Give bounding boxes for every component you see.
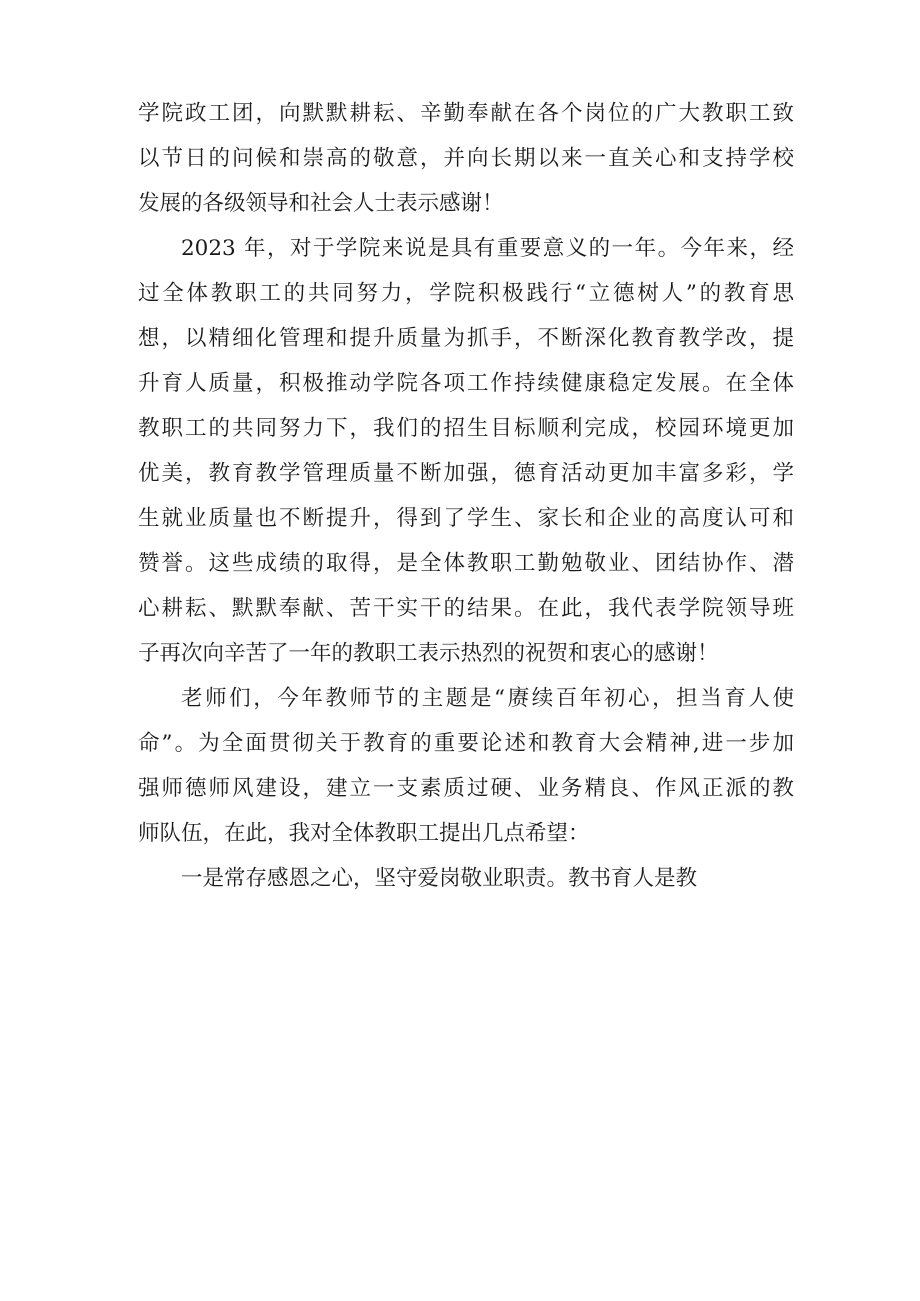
- text-line: 老师们，今年教师节的主题是“赓续百年初心，担当育人使: [181, 686, 794, 711]
- text-line: 发展的各级领导和社会人士表示感谢！: [138, 191, 504, 216]
- text-line: 生就业质量也不断提升，得到了学生、家长和企业的高度认可和: [138, 506, 794, 531]
- paragraph-first-hope: [138, 856, 794, 901]
- document-body: [138, 91, 794, 901]
- text-line: 教职工的共同努力下，我们的招生目标顺利完成，校园环境更加: [138, 416, 794, 441]
- text-line: 想，以精细化管理和提升质量为抓手，不断深化教育教学改，提: [138, 326, 794, 351]
- text-line: 赞誉。这些成绩的取得，是全体教职工勤勉敬业、团结协作、潜: [138, 551, 794, 576]
- text-line: 升育人质量，积极推动学院各项工作持续健康稳定发展。在全体: [138, 371, 794, 396]
- text-line: 学院政工团，向默默耕耘、辛勤奉献在各个岗位的广大教职工致: [138, 101, 794, 126]
- text-line: 以节日的问候和崇高的敬意，并向长期以来一直关心和支持学校: [138, 146, 794, 171]
- text-line: 师队伍，在此，我对全体教职工提出几点希望：: [138, 821, 590, 846]
- text-line: 强师德师风建设，建立一支素质过硬、业务精良、作风正派的教: [138, 776, 794, 801]
- text-line: 2023 年，对于学院来说是具有重要意义的一年。今年来，经: [181, 236, 794, 261]
- paragraph-thanks: [138, 91, 794, 226]
- text-line: 优美，教育教学管理质量不断加强，德育活动更加丰富多彩，学: [138, 461, 794, 486]
- paragraph-theme: [138, 676, 794, 856]
- text-line: 心耕耘、默默奉献、苦干实干的结果。在此，我代表学院领导班: [138, 596, 794, 621]
- text-line: 子再次向辛苦了一年的教职工表示热烈的祝贺和衷心的感谢！: [138, 641, 719, 666]
- text-line: 过全体教职工的共同努力，学院积极践行“立德树人”的教育思: [138, 281, 794, 306]
- text-line: 一是常存感恩之心，坚守爱岗敬业职责。教书育人是教: [181, 866, 698, 891]
- text-line: 命”。为全面贯彻关于教育的重要论述和教育大会精神,进一步加: [138, 731, 794, 756]
- paragraph-achievements: [138, 226, 794, 676]
